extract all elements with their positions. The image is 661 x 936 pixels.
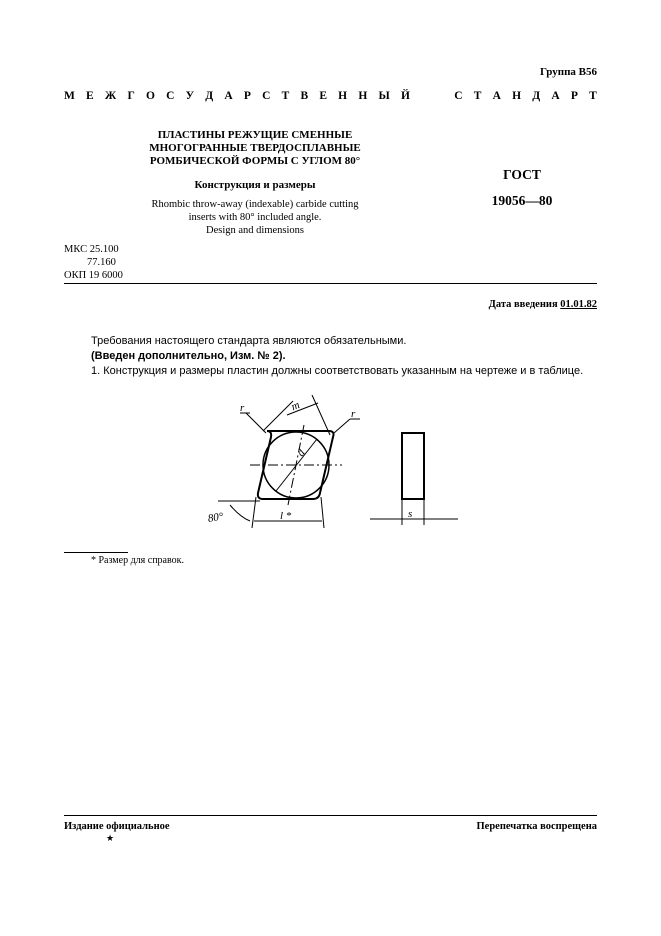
l-extension-left (252, 497, 256, 528)
r-leader-left (246, 413, 266, 433)
paragraph-amendment: (Введен дополнительно, Изм. № 2). (91, 350, 286, 362)
classification-codes (64, 243, 123, 282)
title-line-3: РОМБИЧЕСКОЙ ФОРМЫ С УГЛОМ 80° (149, 155, 361, 167)
title-line-2: МНОГОГРАННЫЕ ТВЕРДОСПЛАВНЫЕ (149, 142, 361, 154)
banner-letter: Ж (104, 90, 117, 102)
body-text (91, 334, 597, 379)
official-edition: Издание официальное (64, 821, 170, 832)
insert-drawing (200, 393, 460, 538)
banner-letter: А (224, 90, 233, 102)
banner-letter: С (262, 90, 271, 102)
interstate-standard-banner (64, 90, 597, 102)
title-line-1: ПЛАСТИНЫ РЕЖУЩИЕ СМЕННЫЕ (157, 129, 353, 141)
banner-letter: Р (243, 90, 251, 102)
banner-letter: Й (400, 90, 410, 102)
banner-letter: В (300, 90, 309, 102)
banner-letter: О (145, 90, 155, 102)
banner-letter: С (166, 90, 175, 102)
banner-letter: Н (338, 90, 348, 102)
okp-code: ОКП 19 6000 (64, 270, 123, 281)
banner-letter: Н (358, 90, 368, 102)
m-extension-right (312, 395, 330, 435)
document-subtitle: Конструкция и размеры (194, 179, 316, 191)
document-title (120, 129, 390, 168)
footnote: * Размер для справок. (91, 555, 184, 566)
banner-letter: Н (512, 90, 522, 102)
r-leader-right (334, 419, 350, 433)
mks-code-2: 77.160 (87, 257, 116, 268)
side-view-outline (402, 433, 424, 499)
label-angle: 80° (207, 510, 225, 525)
angle-arc (230, 505, 250, 521)
banner-letter: Т (281, 90, 290, 102)
star-mark: ★ (106, 833, 115, 843)
banner-letter: Г (127, 90, 135, 102)
banner-gap (421, 90, 443, 102)
banner-letter: Р (570, 90, 578, 102)
label-r-left: r (240, 402, 245, 414)
banner-letter: Ы (378, 90, 390, 102)
gost-number: 19056—80 (491, 193, 553, 208)
reprint-prohibited: Перепечатка воспрещена (476, 821, 597, 832)
m-extension-left (263, 401, 293, 431)
label-s: s (408, 508, 413, 520)
bottom-divider (64, 815, 597, 816)
label-r-right: r (351, 408, 356, 420)
banner-letter: Т (589, 90, 597, 102)
mks-code-1: МКС 25.100 (64, 244, 119, 255)
date-label: Дата введения (488, 299, 558, 310)
date-value: 01.01.82 (560, 299, 597, 310)
top-divider (64, 283, 597, 284)
group-code: Группа В56 (539, 66, 597, 78)
paragraph-mandatory: Требования настоящего стандарта являются обязательными. (91, 335, 407, 347)
banner-letter: Т (473, 90, 482, 102)
label-m: m (289, 399, 302, 414)
english-line-3: Design and dimensions (206, 225, 304, 236)
english-title (120, 198, 390, 237)
gost-label: ГОСТ (503, 167, 541, 182)
banner-letter: Д (532, 90, 541, 102)
label-d: d (294, 447, 308, 459)
banner-letter: С (454, 90, 463, 102)
english-line-1: Rhombic throw-away (indexable) carbide cutting (151, 199, 359, 210)
banner-letter: А (551, 90, 560, 102)
l-extension-right (321, 497, 324, 528)
banner-letter: М (64, 90, 75, 102)
english-line-2: inserts with 80° included angle. (188, 212, 322, 223)
banner-letter: А (492, 90, 501, 102)
banner-letter: У (185, 90, 195, 102)
introduction-date (489, 299, 597, 310)
paragraph-clause-1: 1. Конструкция и размеры пластин должны соответствовать указанным на чертеже и в таблице. (91, 365, 584, 377)
banner-letter: Е (319, 90, 327, 102)
gost-designation (462, 162, 582, 214)
banner-letter: Е (86, 90, 94, 102)
label-l: l * (280, 510, 292, 522)
footnote-rule (64, 552, 128, 553)
banner-letter: Д (205, 90, 214, 102)
